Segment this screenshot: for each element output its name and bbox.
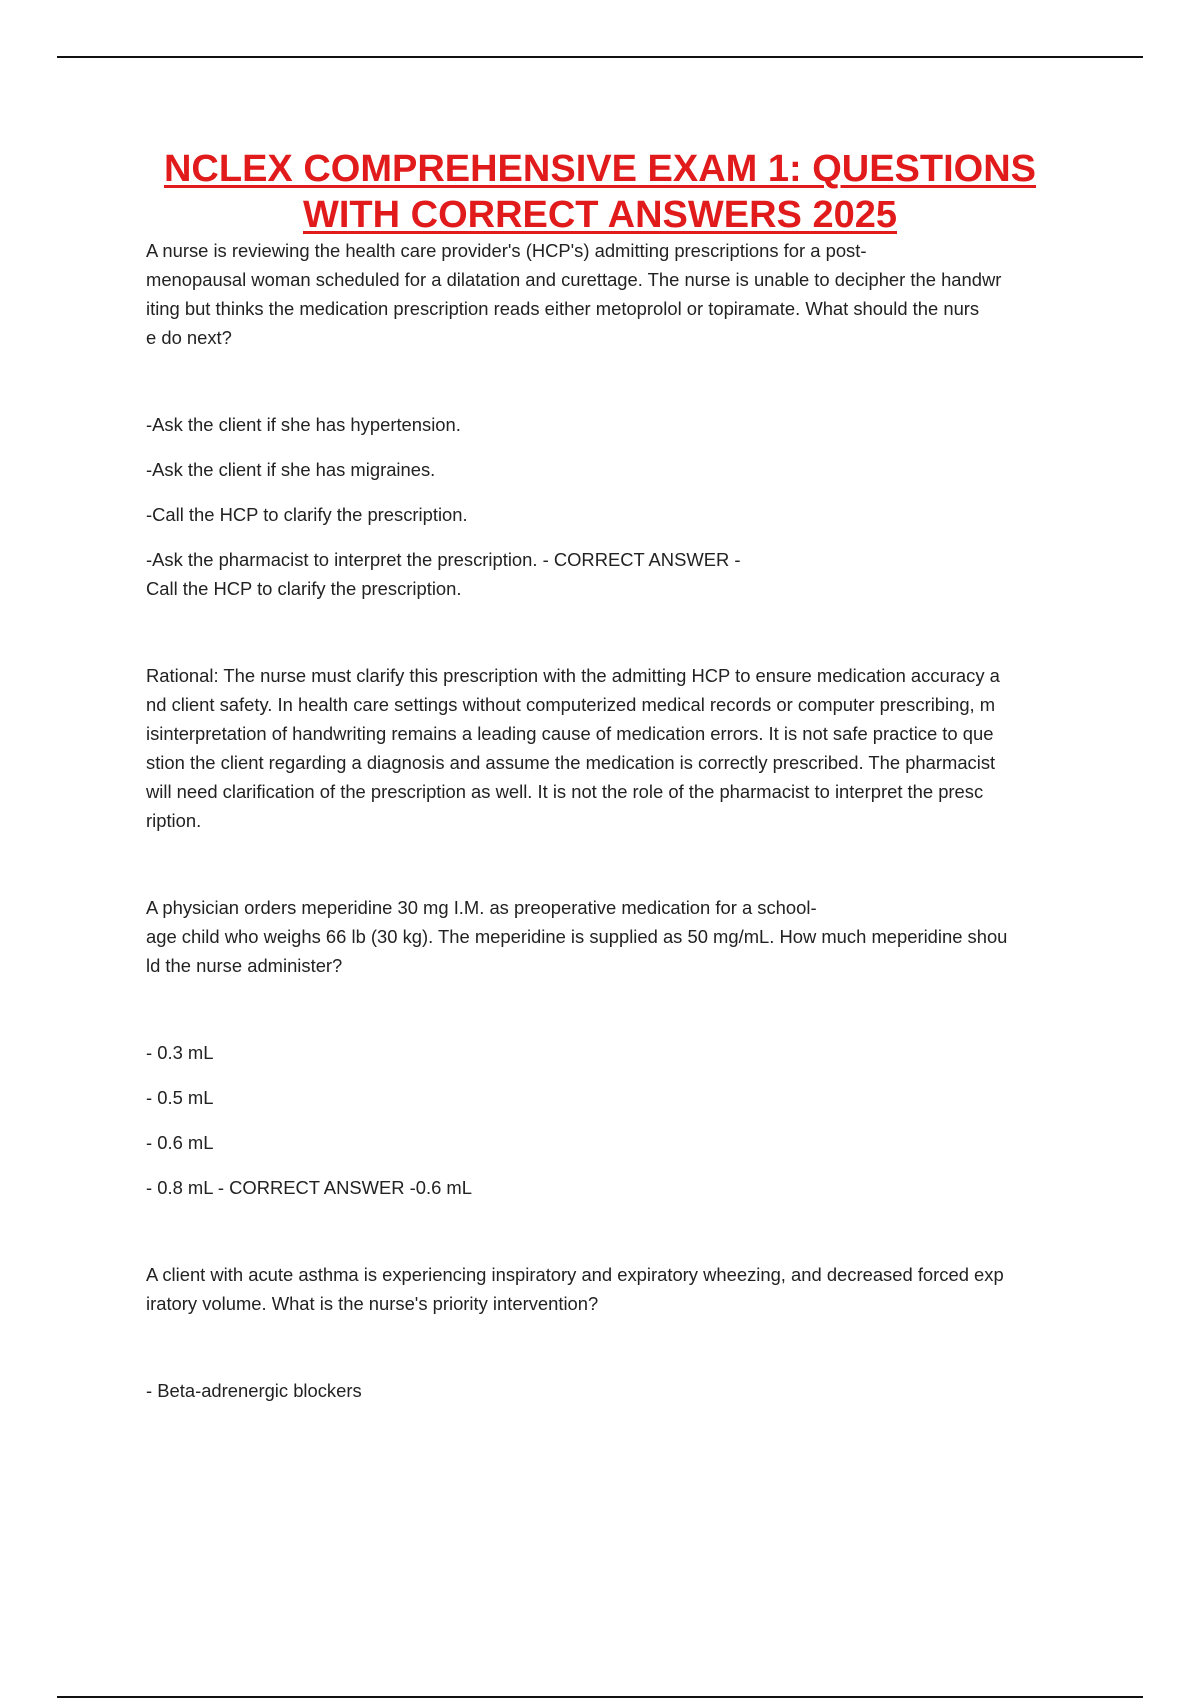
question-2-option-d-answer: - 0.8 mL - CORRECT ANSWER -0.6 mL — [146, 1177, 472, 1198]
rationale-line: ription. — [146, 810, 202, 831]
question-2-line: A physician orders meperidine 30 mg I.M. as preoperative medication for a school- — [146, 897, 817, 918]
question-1-option-d: -Ask the pharmacist to interpret the prescription. - CORRECT ANSWER - — [146, 549, 741, 570]
question-1-rationale — [146, 661, 1096, 835]
bottom-divider — [57, 1696, 1143, 1698]
title-line-1: NCLEX COMPREHENSIVE EXAM 1: QUESTIONS — [163, 148, 1036, 190]
question-3-line: iratory volume. What is the nurse's priority intervention? — [146, 1293, 599, 1314]
document-title — [120, 146, 1080, 238]
question-2-option-c: - 0.6 mL — [146, 1132, 214, 1153]
question-2-option-a: - 0.3 mL — [146, 1042, 214, 1063]
question-1-option-b: -Ask the client if she has migraines. — [146, 459, 436, 480]
question-1-line: iting but thinks the medication prescription reads either metoprolol or topiramate. What should the nurs — [146, 298, 980, 319]
rationale-line: stion the client regarding a diagnosis and assume the medication is correctly prescribed. The pharmacist — [146, 752, 996, 773]
question-3-option-a: - Beta-adrenergic blockers — [146, 1380, 362, 1401]
question-2-text — [146, 893, 1096, 980]
rationale-line: nd client safety. In health care settings without computerized medical records or computer prescribing, m — [146, 694, 996, 715]
title-line-2: WITH CORRECT ANSWERS 2025 — [303, 194, 897, 236]
question-1-text — [146, 236, 1096, 352]
question-2-line: ld the nurse administer? — [146, 955, 343, 976]
question-3-line: A client with acute asthma is experiencing inspiratory and expiratory wheezing, and decreased forced exp — [146, 1264, 1004, 1285]
question-2-option-b: - 0.5 mL — [146, 1087, 214, 1108]
document-body — [146, 236, 1096, 1421]
question-1-line: e do next? — [146, 327, 232, 348]
question-2-line: age child who weighs 66 lb (30 kg). The meperidine is supplied as 50 mg/mL. How much meperidine shou — [146, 926, 1008, 947]
rationale-line: will need clarification of the prescription as well. It is not the role of the pharmacist to interpret the presc — [146, 781, 984, 802]
rationale-line: Rational: The nurse must clarify this prescription with the admitting HCP to ensure medication accuracy a — [146, 665, 1000, 686]
question-1-line: menopausal woman scheduled for a dilatation and curettage. The nurse is unable to decipher the handwr — [146, 269, 1002, 290]
question-1-answer: Call the HCP to clarify the prescription. — [146, 578, 462, 599]
question-3-text — [146, 1260, 1096, 1318]
question-1-line: A nurse is reviewing the health care provider's (HCP's) admitting prescriptions for a post- — [146, 240, 867, 261]
rationale-line: isinterpretation of handwriting remains a leading cause of medication errors. It is not safe practice to que — [146, 723, 994, 744]
top-divider — [57, 56, 1143, 58]
question-1-option-a: -Ask the client if she has hypertension. — [146, 414, 461, 435]
question-1-option-c: -Call the HCP to clarify the prescription. — [146, 504, 468, 525]
